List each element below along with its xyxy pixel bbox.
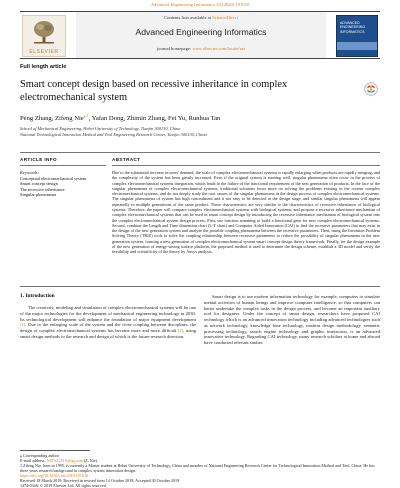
author-bio-note: 1 Zifeng Nie, born in 1995, is currently a Master student at Hebei University of Technology, China and member of National Engineering Research Center for Technological Innovation Method and Tool, China. He has three years research background in complex system innovation design.: [20, 463, 375, 473]
article-title: Smart concept design based on recessive inheritance in complex electromechanical system: [20, 79, 288, 103]
copyright-line: 1474-0346/ © 2019 Elsevier Ltd. All rights reserved.: [20, 483, 107, 488]
abstract-heading: ABSTRACT: [112, 157, 141, 162]
divider: [20, 152, 380, 153]
footnotes: [20, 453, 380, 488]
check-for-updates-icon[interactable]: [364, 82, 378, 96]
journal-homepage-link[interactable]: www.elsevier.com/locate/aei: [192, 46, 246, 51]
keyword-item: Conceptual electromechanical system: [20, 176, 87, 181]
journal-title[interactable]: Advanced Engineering Informatics: [135, 27, 267, 37]
homepage-line: journal homepage: www.elsevier.com/locate/aei: [156, 46, 246, 51]
authors-rest[interactable]: , Yafan Dong, Zhimin Zhang, Fei Yu, Runhua Tan: [88, 115, 221, 123]
article-type: Full length article: [20, 64, 67, 70]
elsevier-logo[interactable]: [22, 15, 66, 57]
author-list: [20, 113, 220, 122]
sciencedirect-link[interactable]: ScienceDirect: [212, 15, 238, 20]
reference-link[interactable]: [1]: [20, 322, 26, 328]
divider: [20, 165, 106, 166]
intro-paragraph: Smart design is to use modern information technology for example, computers to simulate mental activities of human beings and improve computer intelligence, so that computers can better undertake the complex tasks in the design process, and become an important auxiliary tool for designers. Under the concept of smart design, researchers have proposed CAI technology which is an advanced innovation technology including advanced technologies such as network technology, knowledge base technology, modern design methodology, semantic processing technology, search engine technology and graphic interaction, is an advanced innovative technology. Regarding CAI technology, many research scholars at home and abroad have conducted relevant studies: [204, 294, 380, 345]
keyword-item: Singular phenomena: [20, 192, 57, 198]
intro-paragraph: The creativity, modeling and simulation of complex electromechanical systems will be one of the major technologies for the development of mechanical engineering technology in 2030. Its technological development will enhance the foundation of major equipment development [1]. Due to the enlarging scale of the system and the close coupling between disciplines, the design of complex electromechanical systems has become more and more difficult [2], using smart design methods to the research and design of which is the future research direction.: [20, 305, 196, 339]
author-marks[interactable]: ⁎,1: [83, 113, 89, 118]
intro-right-column: [204, 294, 380, 346]
keywords-list: [20, 176, 106, 198]
publisher-wordmark: ELSEVIER: [29, 49, 59, 55]
cover-title: ADVANCED ENGINEERING INFORMATICS: [340, 21, 366, 34]
journal-citation-link[interactable]: Advanced Engineering Informatics 43 (2020) 101010: [150, 2, 250, 7]
email-note: E-mail address: NZFzZ2515@qq.com (Z. Nie).: [20, 458, 99, 463]
corresponding-author-note: ⁎ Corresponding author.: [20, 453, 60, 458]
footnote-divider: [20, 450, 90, 451]
article-info-heading: ARTICLE INFO: [20, 157, 57, 162]
reference-link[interactable]: [2]: [177, 328, 184, 333]
cover-band: [337, 42, 377, 50]
doi-link[interactable]: https://doi.org/10.1016/j.aei.2019.101010: [20, 473, 89, 478]
journal-header: [20, 11, 380, 59]
section-heading-introduction: 1. Introduction: [20, 293, 55, 299]
affiliation-2: National Technological Innovation Method and Tool Engineering Research Center, Tianjin 300130, China: [20, 132, 207, 137]
authors-first[interactable]: Peng Zhang, Zifeng Nie: [20, 115, 84, 123]
journal-banner: [76, 12, 326, 58]
received-dates: Received 18 March 2019; Received in revised form 14 October 2019; Accepted 30 October 2019: [20, 478, 180, 483]
keyword-item: Smart concept design: [20, 181, 58, 187]
divider: [20, 286, 380, 287]
email-link[interactable]: NZFzZ2515@qq.com: [46, 458, 83, 463]
affiliation-1: School of Mechanical Engineering, Hebei University of Technology, Tianjin 300130, China: [20, 126, 181, 131]
abstract-text: Due to the substantial increase in users' demand, the scale of complex electromechanical systems is rapidly enlarging when products are rapidly merging, and the complexity of the system has been greatly increased. Even if the original system is running well, singular phenomena often occur in the process of complex electromechanical systems integration, which leads to the failure of the functional requirement of the new generation of products. In the face of the singular phenomena of complex electromechanical systems, traditional solutions focus more on solving the problems existing in the current complex electromechanical systems, and do not deeply study the root causes of the singular phenomena in the design process of complex electromechanical systems. The singular phenomena of system has high concealment and it not easy to be detected at the design stage, and similar singular phenomena will appear repeatedly in multiple generations of the same product. These characteristics are very similar to the characteristics of recessive inheritance of biological systems. Therefore, the paper will compare complex electromechanical systems with biological systems, and propose a recessive inheritance mechanism of complex electromechanical systems that can be used in smart concept design by introducing the recessive inheritance mechanism of biological system into the complex electromechanical system design process. First, use function trimming to build a functional gene for new complex electromechanical systems. Second, combine the Length and Time dimension chart (L-T chart) and Computer Aided Innovation (CAI) to find the recessive parameters that may exist in the design of the new generation system and analyze the possible coupling phenomena between the recessive parameters. Then, using the Invention Problem Solving Theory (TRIZ) tools to solve the coupling relationship between recessive parameters to reduce the possibility of singular phenomena in the new generation system, forming a new generation of complex electromechanical system smart concept design theory framework. Finally, for the design example of the new generation of energy-saving surface platform, the proposed method is used to determine the design scheme, establish a 3D model and verify the feasibility and scientificity of the theory by Ansys analysis.: [112, 170, 380, 255]
elsevier-tree-icon: [31, 19, 57, 45]
journal-cover-image[interactable]: [336, 15, 378, 57]
keyword-item: The recessive inheritance: [20, 186, 65, 192]
divider: [112, 165, 380, 166]
keywords-label: Keywords:: [20, 170, 39, 175]
intro-left-column: [20, 305, 196, 340]
contents-line: Contents lists available at ScienceDirect: [164, 15, 238, 20]
